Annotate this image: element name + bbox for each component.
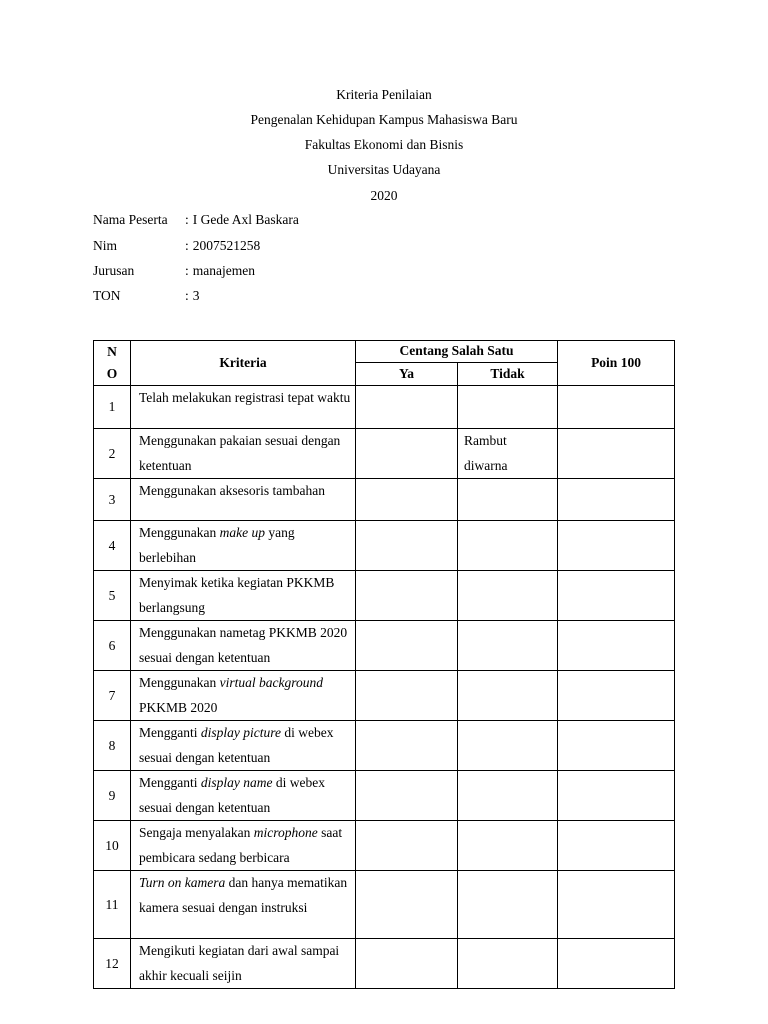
- row-poin-cell[interactable]: [558, 386, 675, 429]
- info-label-ton: TON: [93, 288, 121, 303]
- row-ya-cell[interactable]: [356, 771, 458, 821]
- row-number: 5: [94, 571, 131, 621]
- row-ya-cell[interactable]: [356, 821, 458, 871]
- row-poin-cell[interactable]: [558, 771, 675, 821]
- row-criteria: [131, 771, 356, 821]
- row-poin-cell[interactable]: [558, 571, 675, 621]
- row-ya-cell[interactable]: [356, 429, 458, 479]
- row-poin-cell[interactable]: [558, 939, 675, 989]
- header-poin: Poin 100: [558, 341, 675, 386]
- info-label-name: Nama Peserta: [93, 212, 168, 227]
- criteria-table: [93, 340, 675, 989]
- row-poin-cell[interactable]: [558, 479, 675, 521]
- row-tidak-cell[interactable]: [458, 721, 558, 771]
- row-poin-cell[interactable]: [558, 721, 675, 771]
- row-ya-cell[interactable]: [356, 871, 458, 939]
- row-tidak-cell[interactable]: Rambut diwarna: [458, 429, 558, 479]
- criteria-text-italic: microphone: [253, 825, 318, 840]
- row-criteria: [131, 939, 356, 989]
- criteria-text: Menggunakan nametag PKKMB 2020 sesuai dengan ketentuan: [139, 625, 348, 665]
- row-criteria: [131, 821, 356, 871]
- criteria-text: yang berlebihan: [139, 525, 295, 565]
- criteria-text: saat pembicara sedang berbicara: [139, 825, 343, 865]
- doc-faculty: Fakultas Ekonomi dan Bisnis: [304, 137, 464, 152]
- criteria-text-italic: make up: [219, 525, 265, 540]
- criteria-text: PKKMB 2020: [139, 699, 218, 715]
- row-tidak-cell[interactable]: [458, 479, 558, 521]
- doc-university: Universitas Udayana: [327, 162, 441, 177]
- criteria-text-italic: Turn on kamera: [139, 875, 226, 890]
- table-row: [94, 671, 675, 721]
- criteria-text: Mengganti: [139, 725, 201, 740]
- criteria-text: Telah melakukan registrasi tepat waktu: [139, 390, 351, 405]
- row-poin-cell[interactable]: [558, 871, 675, 939]
- criteria-text: dan hanya mematikan kamera sesuai dengan instruksi: [139, 875, 348, 915]
- row-criteria: [131, 571, 356, 621]
- row-poin-cell[interactable]: [558, 621, 675, 671]
- row-criteria: [131, 386, 356, 429]
- criteria-text: Mengikuti kegiatan dari awal sampai akhir kecuali seijin: [139, 943, 340, 983]
- table-row: [94, 621, 675, 671]
- info-value-nim: : 2007521258: [185, 238, 261, 253]
- criteria-text: di webex sesuai dengan ketentuan: [139, 725, 334, 765]
- row-number: 2: [94, 429, 131, 479]
- doc-subtitle: Pengenalan Kehidupan Kampus Mahasiswa Baru: [250, 112, 518, 127]
- criteria-text: di webex sesuai dengan ketentuan: [139, 775, 325, 815]
- table-row: [94, 821, 675, 871]
- row-ya-cell[interactable]: [356, 521, 458, 571]
- row-tidak-cell[interactable]: [458, 821, 558, 871]
- row-number: 9: [94, 771, 131, 821]
- row-tidak-cell[interactable]: [458, 386, 558, 429]
- row-criteria: [131, 671, 356, 721]
- header-no: [94, 341, 131, 386]
- row-tidak-cell[interactable]: [458, 771, 558, 821]
- row-number: 10: [94, 821, 131, 871]
- criteria-text-italic: display picture: [200, 725, 281, 740]
- table-row: [94, 521, 675, 571]
- row-tidak-cell[interactable]: [458, 671, 558, 721]
- row-ya-cell[interactable]: [356, 721, 458, 771]
- row-ya-cell[interactable]: [356, 386, 458, 429]
- doc-title: Kriteria Penilaian: [336, 87, 432, 102]
- row-tidak-cell[interactable]: [458, 521, 558, 571]
- row-ya-cell[interactable]: [356, 671, 458, 721]
- row-poin-cell[interactable]: [558, 821, 675, 871]
- header-no-line1: N: [107, 344, 117, 359]
- info-value-ton: : 3: [185, 288, 200, 303]
- table-row: [94, 571, 675, 621]
- table-row: [94, 939, 675, 989]
- row-criteria: [131, 479, 356, 521]
- row-criteria: [131, 621, 356, 671]
- criteria-text: Menggunakan aksesoris tambahan: [139, 483, 325, 498]
- header-centang: Centang Salah Satu: [356, 341, 558, 363]
- criteria-text: Mengganti: [139, 775, 201, 790]
- header-no-line2: O: [106, 366, 118, 381]
- row-number: 3: [94, 479, 131, 521]
- criteria-text-italic: display name: [200, 775, 273, 790]
- header-tidak: Tidak: [458, 362, 558, 385]
- info-value-jurusan: : manajemen: [185, 263, 255, 278]
- criteria-text: Sengaja menyalakan: [139, 825, 254, 840]
- info-label-jurusan: Jurusan: [93, 263, 135, 278]
- row-number: 11: [94, 871, 131, 939]
- row-poin-cell[interactable]: [558, 429, 675, 479]
- row-tidak-cell[interactable]: [458, 871, 558, 939]
- row-criteria: [131, 429, 356, 479]
- criteria-text: Menggunakan: [139, 525, 220, 540]
- criteria-text-italic: virtual background: [219, 675, 323, 690]
- row-poin-cell[interactable]: [558, 671, 675, 721]
- row-criteria: [131, 521, 356, 571]
- row-ya-cell[interactable]: [356, 621, 458, 671]
- table-row: [94, 386, 675, 429]
- criteria-body: [94, 386, 675, 989]
- table-row: [94, 479, 675, 521]
- criteria-text: Menyimak ketika kegiatan PKKMB berlangsung: [139, 575, 335, 615]
- row-number: 8: [94, 721, 131, 771]
- row-poin-cell[interactable]: [558, 521, 675, 571]
- row-number: 4: [94, 521, 131, 571]
- criteria-text: Menggunakan: [139, 675, 220, 690]
- row-ya-cell[interactable]: [356, 571, 458, 621]
- row-ya-cell[interactable]: [356, 479, 458, 521]
- row-ya-cell[interactable]: [356, 939, 458, 989]
- row-tidak-cell[interactable]: [458, 939, 558, 989]
- table-row: [94, 871, 675, 939]
- header-ya: Ya: [356, 362, 458, 385]
- row-number: 1: [94, 386, 131, 429]
- table-row: [94, 721, 675, 771]
- doc-year: 2020: [370, 188, 398, 203]
- info-label-nim: Nim: [93, 238, 118, 253]
- row-number: 6: [94, 621, 131, 671]
- info-value-name: : I Gede Axl Baskara: [185, 212, 299, 227]
- row-number: 7: [94, 671, 131, 721]
- row-tidak-cell[interactable]: [458, 571, 558, 621]
- header-kriteria: Kriteria: [131, 341, 356, 386]
- row-criteria: [131, 871, 356, 939]
- criteria-text: Menggunakan pakaian sesuai dengan ketentuan: [139, 433, 341, 473]
- row-number: 12: [94, 939, 131, 989]
- row-tidak-cell[interactable]: [458, 621, 558, 671]
- table-row: [94, 771, 675, 821]
- table-row: [94, 429, 675, 479]
- row-criteria: [131, 721, 356, 771]
